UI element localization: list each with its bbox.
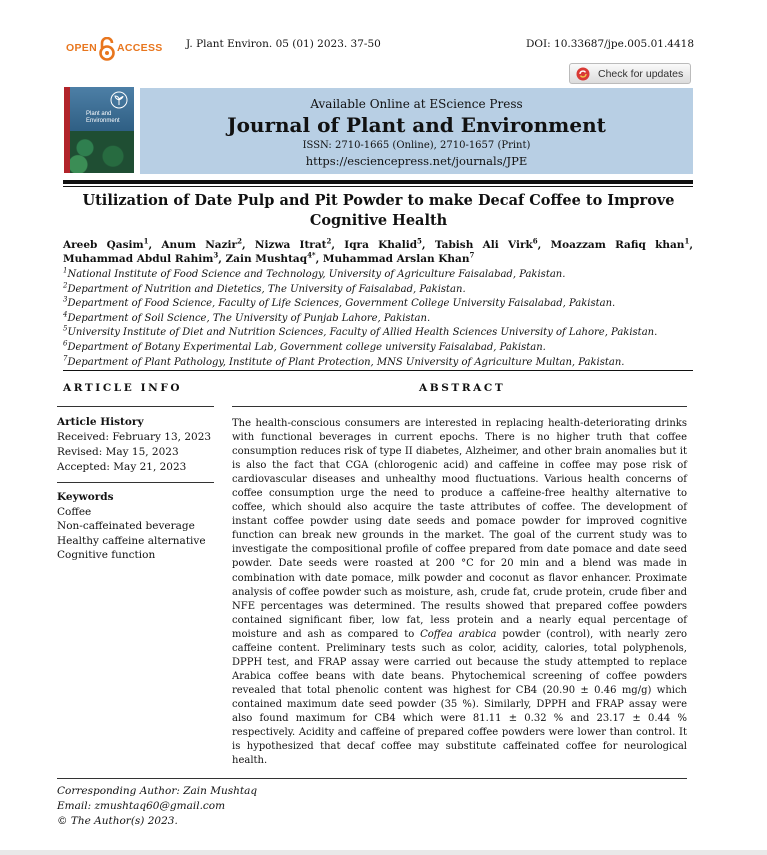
affiliation-item: [63, 283, 703, 298]
affiliation-number: 6: [63, 339, 68, 348]
affiliation-item: [63, 297, 703, 312]
keyword-item: Healthy caffeine alternative: [57, 534, 206, 547]
author-name: Iqra Khalid: [344, 239, 418, 251]
author-name: Zain Mushtaq: [225, 253, 308, 265]
keywords-section: [57, 490, 206, 563]
author-affiliation-marker: 7: [469, 250, 475, 260]
author-affiliation-marker: 2: [237, 236, 242, 246]
abstract-divider: [232, 406, 687, 407]
check-updates-label: Check for updates: [598, 68, 684, 80]
author-name: Moazzam Rafiq khan: [550, 239, 685, 251]
author-name: Muhammad Arslan Khan: [322, 253, 470, 265]
revised-date: Revised: May 15, 2023: [57, 446, 179, 458]
affiliation-text: Department of Nutrition and Dietetics, The University of Faisalabad, Pakistan.: [67, 283, 466, 295]
open-access-logo: [66, 36, 163, 60]
affiliation-text: University Institute of Diet and Nutrition Sciences, Faculty of Allied Health Sciences University of Lahore, Pakistan.: [67, 327, 658, 339]
doi-link[interactable]: DOI: 10.33687/jpe.005.01.4418: [525, 38, 694, 50]
author-affiliation-marker: 5: [417, 236, 422, 246]
abstract-species-name: Coffea arabica: [420, 628, 497, 640]
affiliation-number: 4: [63, 310, 68, 319]
page-bottom-edge: [0, 850, 767, 855]
affiliation-number: 7: [63, 354, 68, 363]
affiliation-text: Department of Plant Pathology, Institute of Plant Protection, MNS University of Agriculture Multan, Pakistan.: [67, 356, 625, 368]
author-email-link[interactable]: Email: zmushtaq60@gmail.com: [57, 800, 226, 812]
corresponding-author-block: [57, 784, 257, 829]
affiliation-number: 1: [63, 266, 68, 275]
article-info-heading: ARTICLE INFO: [63, 382, 183, 394]
open-lock-icon: [96, 37, 118, 61]
journal-banner: [140, 88, 693, 174]
affiliation-list: [63, 268, 703, 370]
author-affiliation-marker: 3: [213, 250, 219, 260]
cover-title: Plant and Environment: [86, 111, 120, 124]
journal-emblem-icon: [110, 91, 128, 109]
journal-url-link[interactable]: https://esciencepress.net/journals/JPE: [305, 154, 528, 168]
copyright-notice: © The Author(s) 2023.: [57, 815, 178, 827]
received-date: Received: February 13, 2023: [57, 431, 212, 443]
author-name: Muhammad Abdul Rahim: [63, 253, 214, 265]
header-divider-thin: [63, 186, 693, 187]
abstract-part-2: powder (control), with nearly zero caffeine content. Preliminary tests such as color, acidity, calories, total polyphenols, DPPH test, and FRAP assay were carried out because the study attempted to replace Arabica coffee beans with date beans. Phytochemical screening of coffee powders revealed that total phenolic content was highest for CB4 (20.90 ± 0.46 mg/g) which contained maximum date seed powder (35 %). Similarly, DPPH and FRAP assay were also found maximum for CB4 which were 81.11 ± 0.32 % and 23.17 ± 0.44 % respectively. Acidity and caffeine of prepared coffee powders were lower than control. It is hypothesized that decaf coffee may substitute caffeinated coffee for neurological health.: [232, 628, 687, 767]
affiliation-number: 3: [63, 295, 68, 304]
article-info-divider: [57, 406, 214, 407]
abstract-text: [232, 417, 687, 768]
publisher-line: Available Online at EScience Press: [310, 97, 523, 111]
author-affiliation-marker: 1: [684, 236, 690, 246]
journal-issn: ISSN: 2710-1665 (Online), 2710-1657 (Print): [302, 140, 531, 151]
affiliation-item: [63, 268, 703, 283]
footer-divider: [57, 778, 687, 779]
affiliation-item: [63, 312, 703, 327]
author-name: Areeb Qasim: [63, 239, 144, 251]
affiliation-text: Department of Botany Experimental Lab, Government college university Faisalabad, Pakistan.: [67, 341, 546, 353]
author-affiliation-marker: 1: [143, 236, 149, 246]
article-history-title: Article History: [57, 416, 144, 428]
affiliation-number: 2: [63, 281, 68, 290]
corresponding-author: Corresponding Author: Zain Mushtaq: [57, 785, 258, 797]
keyword-item: Non-caffeinated beverage: [57, 520, 195, 532]
journal-title: Journal of Plant and Environment: [227, 113, 606, 137]
article-history: [57, 415, 211, 475]
affiliations-divider: [63, 370, 693, 371]
affiliation-item: [63, 326, 703, 341]
keywords-divider: [57, 482, 214, 483]
check-for-updates-button[interactable]: [569, 63, 691, 84]
check-updates-icon: [576, 67, 590, 81]
abstract-part-1: The health-conscious consumers are interested in replacing health-deteriorating drinks with functional beverages in current epochs. There is no higher truth that coffee consumption reduces risk of type II diabetes, Alzheimer, and other brain anomalies but it is also the fact that CGA (chlorogenic acid) and caffeine in coffee may pose risk of cardiovascular diseases and unhealthy mood fluctuations. Various health concerns of coffee consumption urge the need to produce a caffeine-free healthy alternative to coffee, which should also acquire the taste attributes of coffee. The development of instant coffee powder using date seeds and pomace powder for improved cognitive function can break new grounds in the market. The goal of the current study was to investigate the compositional profile of coffee prepared from date pomace and date seed powder. Date seeds were roasted at 200 °C for 20 min and a blend was made in combination with date pomace, milk powder and coconut as flavor enhancer. Proximate analysis of coffee powder such as moisture, ash, crude fat, crude protein, crude fiber and NFE percentages was determined. The results showed that prepared coffee powders contained significant fiber, low fat, less protein and a nearly equal percentage of moisture and ash as compared to: [232, 418, 687, 640]
keyword-item: Cognitive function: [57, 549, 156, 561]
open-access-left-text: OPEN: [66, 42, 97, 54]
abstract-heading: ABSTRACT: [419, 382, 506, 394]
open-access-right-text: ACCESS: [117, 42, 163, 54]
author-affiliation-marker: 2: [326, 236, 332, 246]
affiliation-number: 5: [63, 325, 68, 334]
author-name: Anum Nazir: [161, 239, 238, 251]
author-list: Areeb Qasim$^1$, Anum Nazir$^2$, Nizwa Itrat$^2$, Iqra Khalid$^5$, Tabish Ali Virk$^6$, Moazzam Rafiq khan$^1$, Muhammad Abdul Rahim$^3$, Zain Mushtaq$^{4*}$, Muhammad Arslan Khan$^7$: [63, 236, 693, 265]
affiliation-text: Department of Food Science, Faculty of Life Sciences, Government College University Faisalabad, Pakistan.: [67, 298, 616, 310]
paper-title: Utilization of Date Pulp and Pit Powder to make Decaf Coffee to Improve Cognitive Health: [82, 192, 675, 229]
author-affiliation-marker: 4*: [307, 250, 316, 260]
author-name: Tabish Ali Virk: [434, 239, 533, 251]
affiliation-text: Department of Soil Science, The University of Punjab Lahore, Pakistan.: [67, 312, 431, 324]
journal-cover-image: [64, 87, 134, 173]
header-divider: [63, 180, 693, 184]
journal-citation: J. Plant Environ. 05 (01) 2023. 37-50: [186, 38, 381, 50]
affiliation-item: [63, 341, 703, 356]
keyword-item: Coffee: [57, 505, 92, 518]
accepted-date: Accepted: May 21, 2023: [57, 461, 187, 473]
author-affiliation-marker: 6: [532, 236, 538, 246]
keywords-title: Keywords: [57, 491, 114, 503]
author-name: Nizwa Itrat: [254, 239, 327, 251]
affiliation-text: National Institute of Food Science and Technology, University of Agriculture Faisalabad, Pakistan.: [67, 269, 566, 280]
affiliation-item: [63, 356, 703, 371]
